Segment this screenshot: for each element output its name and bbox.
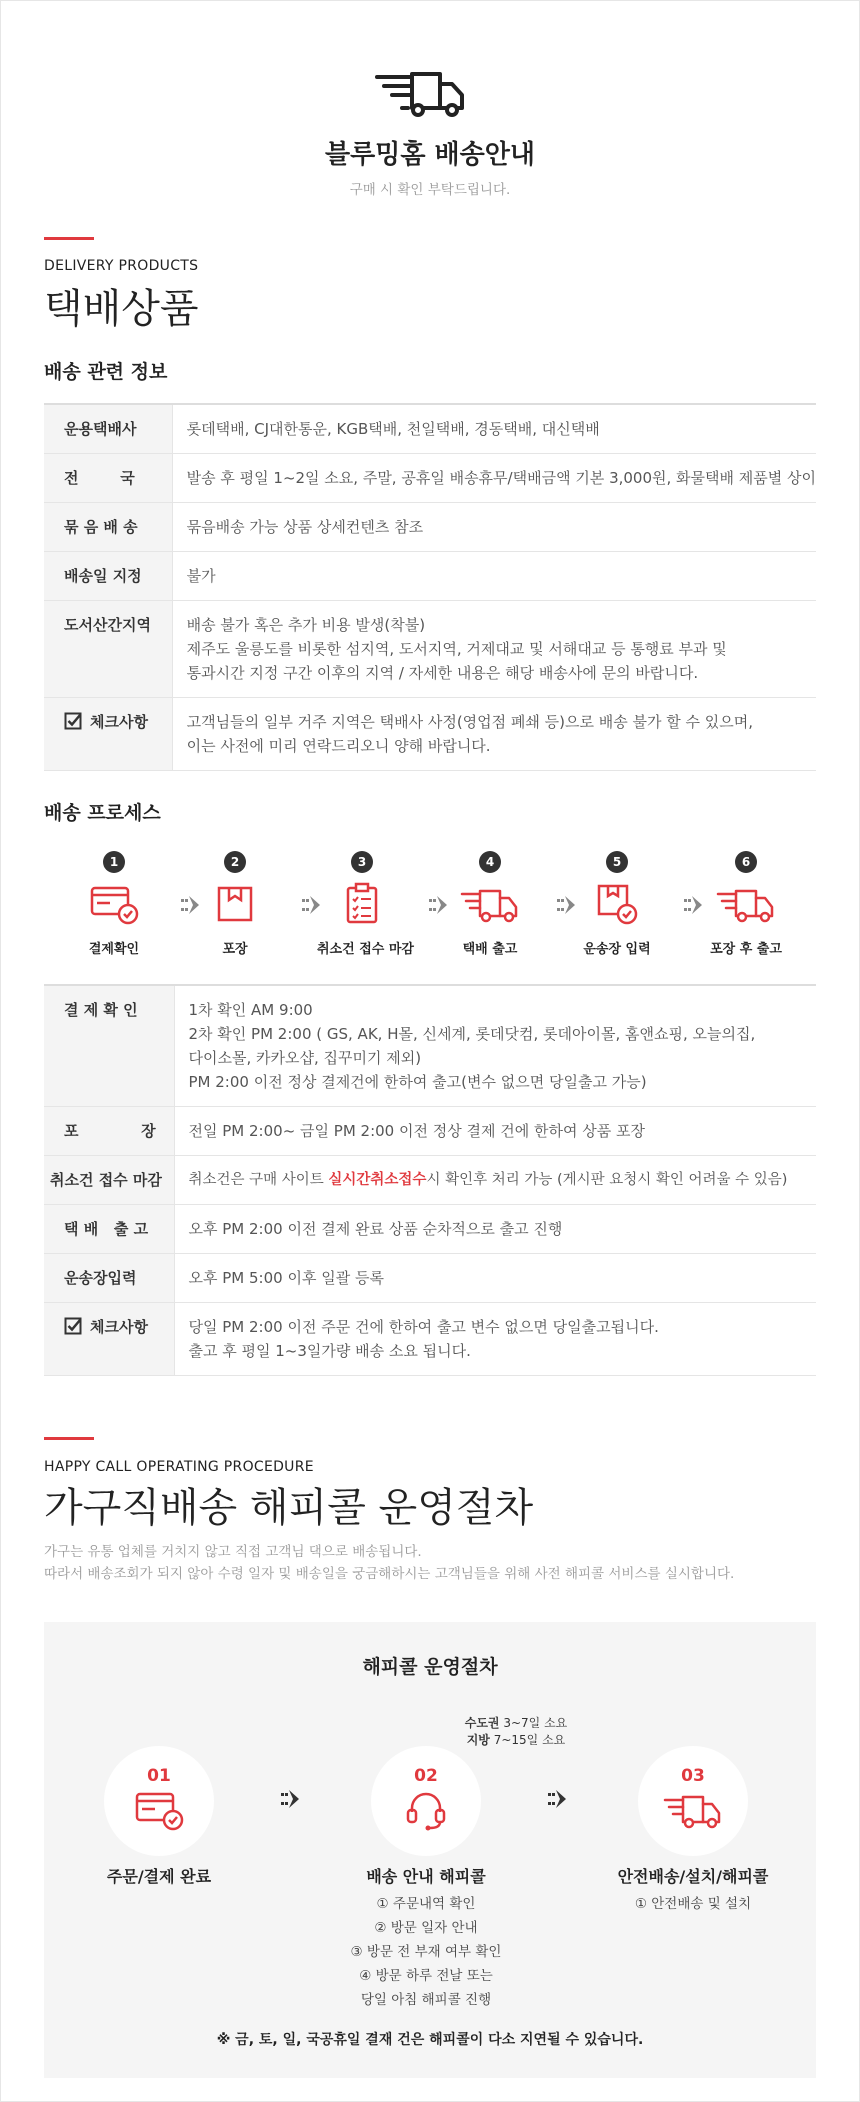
page-subtitle: 구매 시 확인 부탁드립니다. — [349, 182, 511, 198]
step-label: 취소건 접수 마감 — [317, 942, 414, 957]
process-title: 배송 프로세스 — [44, 802, 161, 824]
row-label: 운용택배사 — [44, 404, 172, 454]
headset-icon — [396, 1788, 456, 1836]
step-title: 안전배송/설치/해피콜 — [617, 1867, 769, 1886]
intro-text: 따라서 배송조회가 되지 않아 수령 일자 및 배송일을 궁금해하시는 고객님들을 위해 사전 해피콜 서비스를 실시합니다. — [44, 1566, 735, 1582]
section-title: 택배상품 — [44, 286, 199, 332]
step-circle — [104, 1746, 214, 1856]
process-step — [69, 851, 159, 957]
step-number: 6 — [735, 851, 757, 873]
step-label: 결제확인 — [88, 942, 140, 957]
list-item: 당일 아침 해피콜 진행 — [360, 1992, 492, 2008]
list-item: ① 안전배송 및 설치 — [634, 1896, 752, 1912]
row-label: 도서산간지역 — [44, 601, 172, 698]
process-step — [572, 851, 662, 957]
accent-bar — [44, 1437, 94, 1440]
box-check-icon — [587, 882, 647, 926]
row-label: 배송일 지정 — [44, 552, 172, 601]
intro-text: 가구는 유통 업체를 거치지 않고 직접 고객님 댁으로 배송됩니다. — [44, 1544, 422, 1560]
time-note: 수도권 3~7일 소요 지방 7~15일 소요 — [464, 1716, 568, 1747]
highlight-text: 실시간취소접수 — [328, 1172, 427, 1188]
step-title: 주문/결제 완료 — [106, 1867, 212, 1886]
box-icon — [205, 882, 265, 926]
row-label: 포 장 — [44, 1107, 174, 1156]
list-item: ① 주문내역 확인 — [376, 1896, 476, 1912]
accent-bar — [44, 237, 94, 240]
checkbox-icon — [64, 712, 82, 730]
table-row — [44, 1107, 816, 1156]
step-label: 포장 후 출고 — [710, 942, 782, 957]
row-value: 통과시간 지정 구간 이후의 지역 / 자세한 내용은 해당 배송사에 문의 바랍니다. — [186, 664, 699, 682]
arrow-right-icon — [546, 1788, 568, 1814]
section-en-title: DELIVERY PRODUCTS — [44, 258, 199, 274]
step-circle — [638, 1746, 748, 1856]
section-title: 가구직배송 해피콜 운영절차 — [44, 1485, 534, 1531]
step-label: 운송장 입력 — [583, 942, 651, 957]
row-label: 체크사항 — [90, 1318, 148, 1336]
row-value: 오후 PM 5:00 이후 일괄 등록 — [188, 1269, 384, 1287]
table-row — [44, 1303, 816, 1376]
delivery-info-table — [44, 403, 816, 771]
list-item: ③ 방문 전 부재 여부 확인 — [350, 1944, 502, 1960]
row-label: 택 배 출 고 — [44, 1205, 174, 1254]
row-value: PM 2:00 이전 정상 결제건에 한하여 출고(변수 없으면 당일출고 가능) — [188, 1073, 647, 1091]
step-number: 01 — [147, 1766, 171, 1786]
card-check-icon — [129, 1788, 189, 1836]
table-row — [44, 552, 816, 601]
page-title: 블루밍홈 배송안내 — [325, 140, 535, 170]
step-label: 포장 — [222, 942, 248, 957]
truck-icon — [372, 68, 472, 118]
happycall-box — [44, 1622, 816, 2078]
table-row — [44, 698, 816, 771]
row-label: 묶 음 배 송 — [44, 503, 172, 552]
row-label: 전 국 — [44, 454, 172, 503]
section-en-title: HAPPY CALL OPERATING PROCEDURE — [44, 1459, 314, 1475]
row-label: 체크사항 — [90, 713, 148, 731]
row-label: 결 제 확 인 — [44, 985, 174, 1107]
process-step — [317, 851, 414, 957]
process-step — [445, 851, 535, 957]
row-value: 2차 확인 PM 2:00 ( GS, AK, H몰, 신세계, 롯데닷컴, 롯데아이몰, 홈앤쇼핑, 오늘의집, — [188, 1025, 756, 1043]
truck-icon — [460, 882, 520, 926]
row-label: 운송장입력 — [44, 1254, 174, 1303]
truck-icon — [716, 882, 776, 926]
row-value: 1차 확인 AM 9:00 — [188, 1001, 313, 1019]
row-value: 출고 후 평일 1~3일가량 배송 소요 됩니다. — [188, 1342, 471, 1360]
clipboard-icon — [332, 882, 392, 926]
footnote: ※ 금, 토, 일, 국공휴일 결재 건은 해피콜이 다소 지연될 수 있습니다. — [216, 2032, 644, 2048]
list-item: ④ 방문 하루 전날 또는 — [359, 1968, 493, 1984]
box-title: 해피콜 운영절차 — [362, 1656, 498, 1678]
row-value: 불가 — [186, 567, 216, 585]
list-item: ② 방문 일자 안내 — [374, 1920, 478, 1936]
process-step — [190, 851, 280, 957]
process-step — [701, 851, 791, 957]
step-number: 02 — [414, 1766, 438, 1786]
row-value: 배송 불가 혹은 추가 비용 발생(착불) — [186, 616, 426, 634]
step-title: 배송 안내 해피콜 — [366, 1867, 486, 1886]
card-check-icon — [84, 882, 144, 926]
row-value: 전일 PM 2:00~ 금일 PM 2:00 이전 정상 결제 건에 한하여 상품 포장 — [188, 1122, 645, 1140]
row-label: 취소건 접수 마감 — [44, 1156, 174, 1205]
step-number: 03 — [681, 1766, 705, 1786]
row-value: 취소건은 구매 사이트 — [188, 1172, 329, 1188]
step-list — [311, 1892, 541, 2012]
table-row — [44, 1205, 816, 1254]
row-value: 롯데택배, CJ대한통운, KGB택배, 천일택배, 경동택배, 대신택배 — [186, 420, 600, 438]
step-number: 3 — [351, 851, 373, 873]
step-circle — [371, 1746, 481, 1856]
process-table — [44, 984, 816, 1376]
row-value: 고객님들의 일부 거주 지역은 택배사 사정(영업점 폐쇄 등)으로 배송 불가 할 수 있으며, — [186, 713, 753, 731]
step-label: 택배 출고 — [462, 942, 518, 957]
checkbox-icon — [64, 1317, 82, 1335]
table-row — [44, 503, 816, 552]
row-value: 다이소몰, 카카오샵, 집꾸미기 제외) — [188, 1049, 422, 1067]
table-row — [44, 601, 816, 698]
info-subtitle: 배송 관련 정보 — [44, 361, 168, 383]
step-number: 5 — [606, 851, 628, 873]
row-value: 발송 후 평일 1~2일 소요, 주말, 공휴일 배송휴무/택배금액 기본 3,000원, 화물택배 제품별 상이 — [186, 469, 816, 487]
truck-icon — [663, 1788, 723, 1836]
table-row — [44, 454, 816, 503]
step-list — [578, 1892, 808, 1916]
row-value: 당일 PM 2:00 이전 주문 건에 한하여 출고 변수 없으면 당일출고됩니다. — [188, 1318, 659, 1336]
table-row — [44, 1156, 816, 1205]
row-value: 이는 사전에 미리 연락드리오니 양해 바랍니다. — [186, 737, 491, 755]
table-row — [44, 985, 816, 1107]
step-number: 2 — [224, 851, 246, 873]
step-number: 4 — [479, 851, 501, 873]
row-value: 제주도 울릉도를 비롯한 섬지역, 도서지역, 거제대교 및 서해대교 등 통행료 부과 및 — [186, 640, 727, 658]
table-row — [44, 1254, 816, 1303]
step-number: 1 — [103, 851, 125, 873]
table-row — [44, 404, 816, 454]
row-value: 시 확인후 처리 가능 (게시판 요청시 확인 어려울 수 있음) — [426, 1172, 788, 1188]
row-value: 묶음배송 가능 상품 상세컨텐츠 참조 — [186, 518, 424, 536]
arrow-right-icon — [279, 1788, 301, 1814]
row-value: 오후 PM 2:00 이전 결제 완료 상품 순차적으로 출고 진행 — [188, 1220, 563, 1238]
